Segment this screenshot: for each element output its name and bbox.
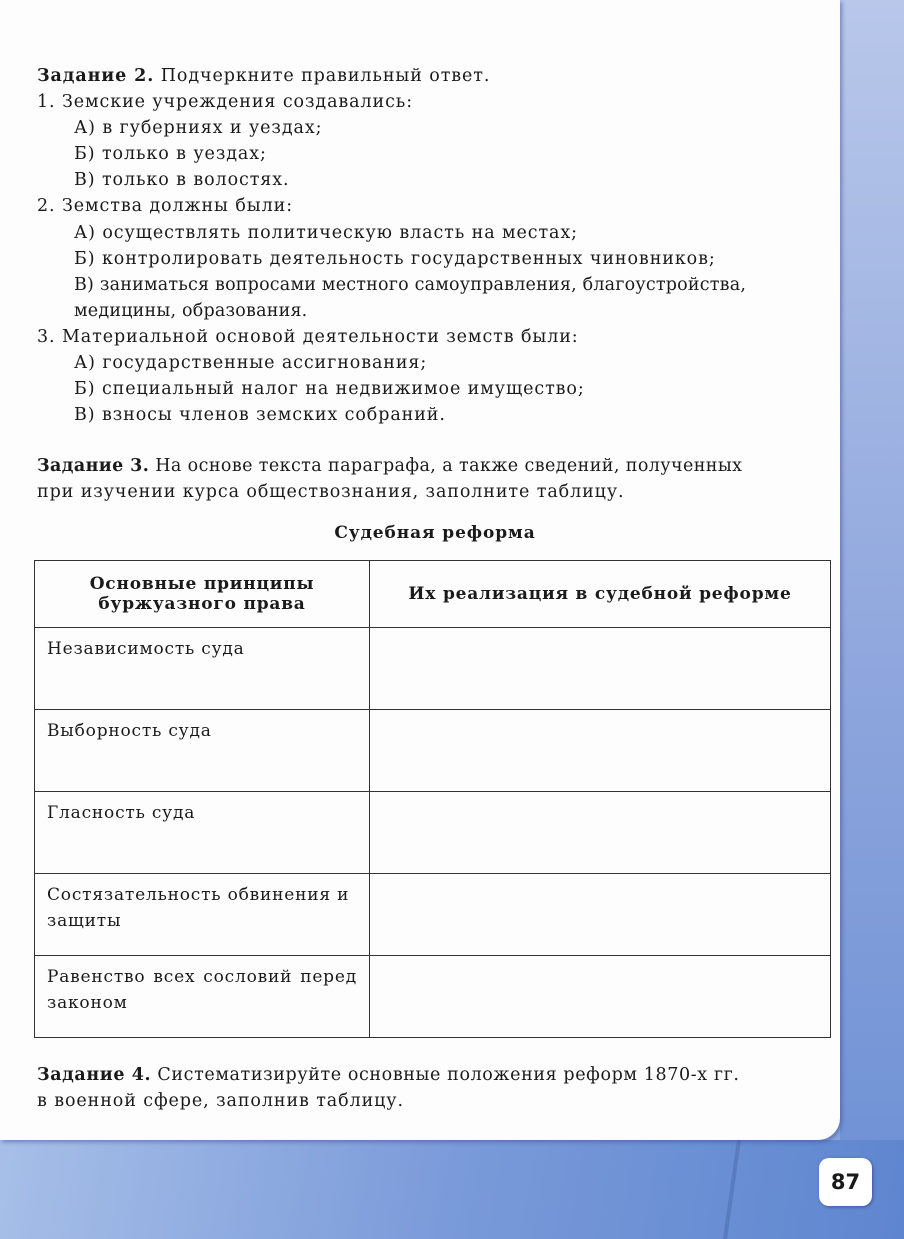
principle-cell: Состязательность обвинения и защиты: [35, 874, 370, 956]
answer-cell[interactable]: [370, 710, 831, 792]
principle-cell: Равенство всех сословий перед законом: [35, 956, 370, 1038]
page-number: 87: [819, 1158, 872, 1206]
table-row: [35, 874, 831, 956]
principle-cell: Гласность суда: [35, 792, 370, 874]
principle-cell: Независимость суда: [35, 628, 370, 710]
question-2: 2. Земства должны были:: [37, 196, 293, 216]
background-decoration: [840, 0, 904, 1239]
task4-text: в военной сфере, заполнив таблицу.: [37, 1091, 404, 1111]
table-header: [35, 561, 831, 628]
principle-cell: Выборность суда: [35, 710, 370, 792]
option[interactable]: В) заниматься вопросами местного самоуправления, благоустройства,: [74, 275, 747, 295]
option[interactable]: Б) только в уездах;: [74, 144, 267, 164]
option[interactable]: Б) специальный налог на недвижимое имущество;: [74, 379, 585, 399]
task3-text: при изучении курса обществознания, заполните таблицу.: [37, 482, 625, 502]
answer-cell[interactable]: [370, 792, 831, 874]
option[interactable]: А) в губерниях и уездах;: [74, 118, 323, 138]
task2-heading: Задание 2. Подчеркните правильный ответ.: [37, 66, 491, 86]
table-row: [35, 628, 831, 710]
option[interactable]: А) осуществлять политическую власть на местах;: [74, 223, 578, 243]
answer-cell[interactable]: [370, 874, 831, 956]
option[interactable]: А) государственные ассигнования;: [74, 353, 428, 373]
table-row: [35, 710, 831, 792]
table-row: [35, 956, 831, 1038]
judicial-reform-table: [34, 560, 831, 1038]
header-implementation: Их реализация в судебной реформе: [370, 561, 831, 628]
table-title: Судебная реформа: [334, 523, 536, 543]
answer-cell[interactable]: [370, 956, 831, 1038]
task3-heading: Задание 3. На основе текста параграфа, а также сведений, полученных: [37, 456, 743, 476]
header-principles: Основные принципы буржуазного права: [35, 561, 370, 628]
option[interactable]: Б) контролировать деятельность государственных чиновников;: [74, 249, 716, 269]
option[interactable]: В) только в волостях.: [74, 170, 290, 190]
table-row: [35, 792, 831, 874]
option-continuation[interactable]: медицины, образования.: [74, 301, 308, 321]
question-1: 1. Земские учреждения создавались:: [37, 92, 414, 112]
background-decoration-bottom: [0, 1140, 904, 1239]
task4-heading: Задание 4. Систематизируйте основные положения реформ 1870-х гг.: [37, 1065, 740, 1085]
option[interactable]: В) взносы членов земских собраний.: [74, 405, 446, 425]
question-3: 3. Материальной основой деятельности земств были:: [37, 327, 579, 347]
answer-cell[interactable]: [370, 628, 831, 710]
